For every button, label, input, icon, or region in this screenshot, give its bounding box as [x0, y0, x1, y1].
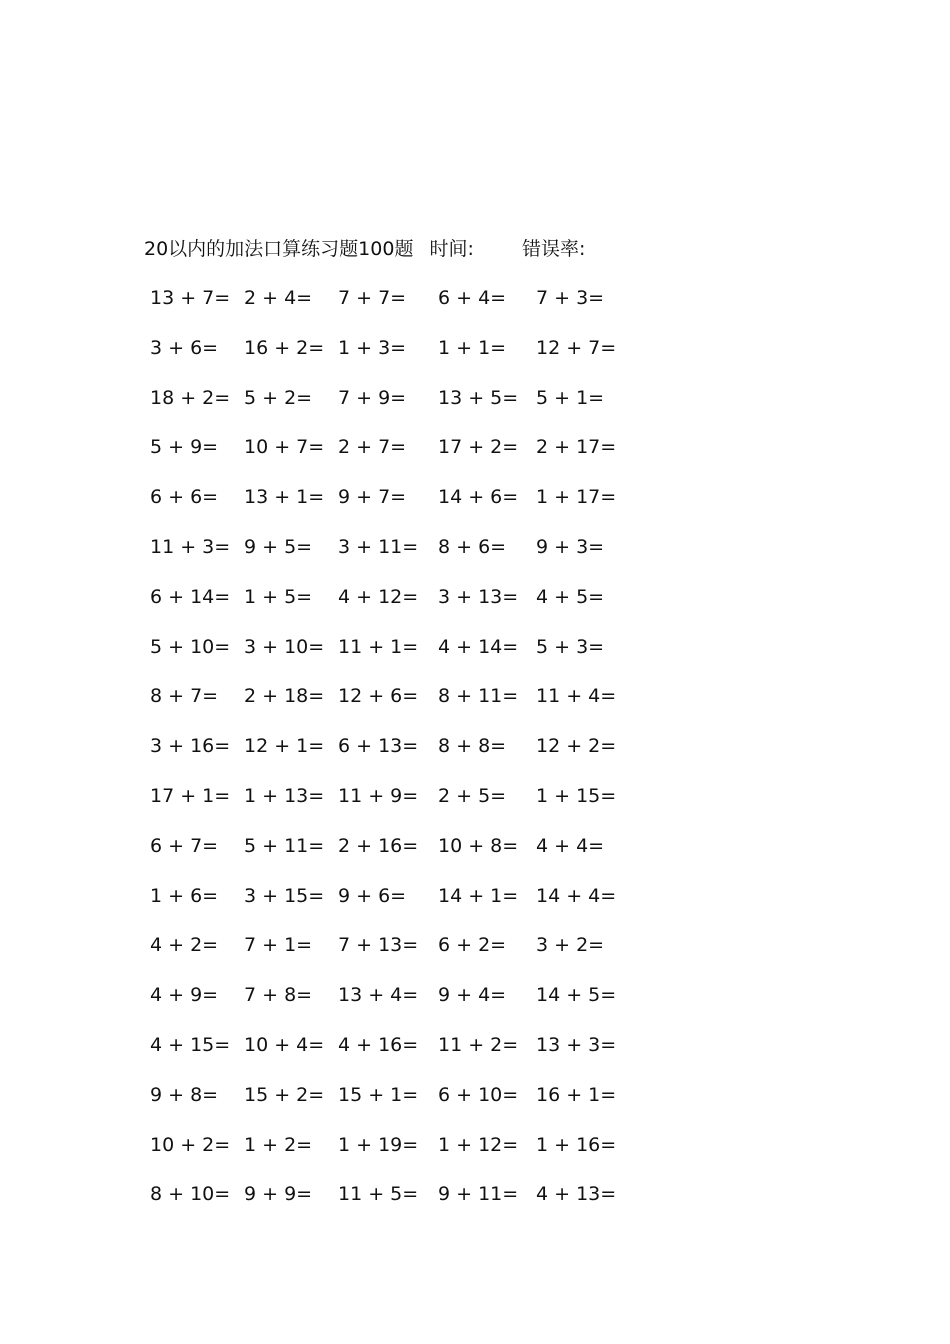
- addition-problem: 8 + 10=: [150, 1183, 231, 1206]
- addition-problem: 1 + 17=: [536, 486, 617, 509]
- addition-problem: 3 + 13=: [438, 585, 519, 608]
- addition-problem: 12 + 1=: [244, 735, 325, 758]
- addition-problem: 1 + 1=: [438, 336, 507, 359]
- addition-problem: 7 + 9=: [338, 386, 407, 409]
- addition-problem: 5 + 3=: [536, 635, 605, 658]
- addition-problem: 3 + 11=: [338, 535, 419, 558]
- addition-problem: 1 + 3=: [338, 336, 407, 359]
- addition-problem: 6 + 13=: [338, 735, 419, 758]
- addition-problem: 7 + 1=: [244, 934, 313, 957]
- addition-problem: 7 + 7=: [338, 287, 407, 309]
- addition-problem: 13 + 4=: [338, 984, 419, 1007]
- addition-problem: 3 + 10=: [244, 635, 325, 658]
- addition-problem: 14 + 5=: [536, 984, 617, 1007]
- addition-problem: 5 + 9=: [150, 436, 219, 459]
- addition-problem: 9 + 3=: [536, 535, 605, 558]
- addition-problem: 1 + 13=: [244, 784, 325, 807]
- addition-problem: 13 + 5=: [438, 386, 519, 409]
- addition-problem: 2 + 4=: [244, 287, 313, 309]
- addition-problem: 1 + 19=: [338, 1133, 419, 1156]
- time-label: 时间:: [429, 238, 474, 260]
- addition-problem: 1 + 12=: [438, 1133, 519, 1156]
- addition-problem: 1 + 15=: [536, 784, 617, 807]
- addition-problem: 4 + 12=: [338, 585, 419, 608]
- addition-problem: 10 + 4=: [244, 1033, 325, 1056]
- addition-problem: 9 + 7=: [338, 486, 407, 509]
- addition-problem: 9 + 4=: [438, 984, 507, 1007]
- error-rate-label: 错误率:: [521, 238, 586, 260]
- addition-problem: 4 + 4=: [536, 834, 605, 857]
- addition-problem: 6 + 4=: [438, 287, 507, 309]
- addition-problem: 2 + 18=: [244, 685, 325, 708]
- addition-problem: 4 + 13=: [536, 1183, 617, 1206]
- addition-problem: 3 + 6=: [150, 336, 219, 359]
- addition-problem: 15 + 2=: [244, 1083, 325, 1106]
- addition-problem: 5 + 1=: [536, 386, 605, 409]
- addition-problem: 12 + 2=: [536, 735, 617, 758]
- addition-problem: 2 + 7=: [338, 436, 407, 459]
- addition-problem: 3 + 15=: [244, 884, 325, 907]
- addition-problem: 2 + 5=: [438, 784, 507, 807]
- addition-problem: 13 + 3=: [536, 1033, 617, 1056]
- addition-problem: 16 + 1=: [536, 1083, 617, 1106]
- addition-problem: 2 + 16=: [338, 834, 419, 857]
- addition-problem: 6 + 10=: [438, 1083, 519, 1106]
- addition-problem: 18 + 2=: [150, 386, 231, 409]
- addition-problem: 13 + 7=: [150, 287, 231, 309]
- addition-problem: 13 + 1=: [244, 486, 325, 509]
- addition-problem: 16 + 2=: [244, 336, 325, 359]
- addition-problem: 7 + 13=: [338, 934, 419, 957]
- addition-problem: 3 + 2=: [536, 934, 605, 957]
- addition-problem: 12 + 7=: [536, 336, 617, 359]
- addition-problem: 5 + 11=: [244, 834, 325, 857]
- addition-problem: 8 + 11=: [438, 685, 519, 708]
- addition-problem: 4 + 15=: [150, 1033, 231, 1056]
- addition-problem: 6 + 6=: [150, 486, 219, 509]
- addition-problem: 17 + 2=: [438, 436, 519, 459]
- addition-problem: 8 + 8=: [438, 735, 507, 758]
- addition-problem: 11 + 4=: [536, 685, 617, 708]
- addition-problem: 11 + 2=: [438, 1033, 519, 1056]
- addition-problem: 14 + 4=: [536, 884, 617, 907]
- addition-problem: 12 + 6=: [338, 685, 419, 708]
- addition-problem: 1 + 16=: [536, 1133, 617, 1156]
- addition-problem: 6 + 7=: [150, 834, 219, 857]
- addition-problem: 1 + 5=: [244, 585, 313, 608]
- addition-problem: 14 + 1=: [438, 884, 519, 907]
- addition-problem: 10 + 2=: [150, 1133, 231, 1156]
- addition-problem: 4 + 14=: [438, 635, 519, 658]
- addition-problem: 1 + 2=: [244, 1133, 313, 1156]
- addition-problem: 3 + 16=: [150, 735, 231, 758]
- addition-problem: 9 + 9=: [244, 1183, 313, 1206]
- addition-problem: 9 + 5=: [244, 535, 313, 558]
- addition-problem: 10 + 7=: [244, 436, 325, 459]
- addition-problem: 11 + 1=: [338, 635, 419, 658]
- addition-problem: 5 + 2=: [244, 386, 313, 409]
- addition-problem: 2 + 17=: [536, 436, 617, 459]
- addition-problem: 9 + 8=: [150, 1083, 219, 1106]
- addition-problem: 6 + 14=: [150, 585, 231, 608]
- addition-problem: 1 + 6=: [150, 884, 219, 907]
- addition-problem: 7 + 8=: [244, 984, 313, 1007]
- addition-problem: 6 + 2=: [438, 934, 507, 957]
- addition-problem: 9 + 11=: [438, 1183, 519, 1206]
- addition-problem: 4 + 5=: [536, 585, 605, 608]
- addition-problem: 4 + 9=: [150, 984, 219, 1007]
- addition-problem: 17 + 1=: [150, 784, 231, 807]
- addition-problem: 11 + 5=: [338, 1183, 419, 1206]
- addition-problem: 8 + 6=: [438, 535, 507, 558]
- addition-problem: 11 + 9=: [338, 784, 419, 807]
- addition-problem: 4 + 2=: [150, 934, 219, 957]
- addition-problem: 10 + 8=: [438, 834, 519, 857]
- addition-problem: 15 + 1=: [338, 1083, 419, 1106]
- addition-problem: 7 + 3=: [536, 287, 605, 309]
- addition-problem: 11 + 3=: [150, 535, 231, 558]
- worksheet-header: [144, 236, 585, 262]
- addition-problem: 8 + 7=: [150, 685, 219, 708]
- addition-problem: 9 + 6=: [338, 884, 407, 907]
- addition-problem: 5 + 10=: [150, 635, 231, 658]
- worksheet-title: 20以内的加法口算练习题100题: [144, 238, 414, 260]
- addition-problem: 4 + 16=: [338, 1033, 419, 1056]
- addition-problem: 14 + 6=: [438, 486, 519, 509]
